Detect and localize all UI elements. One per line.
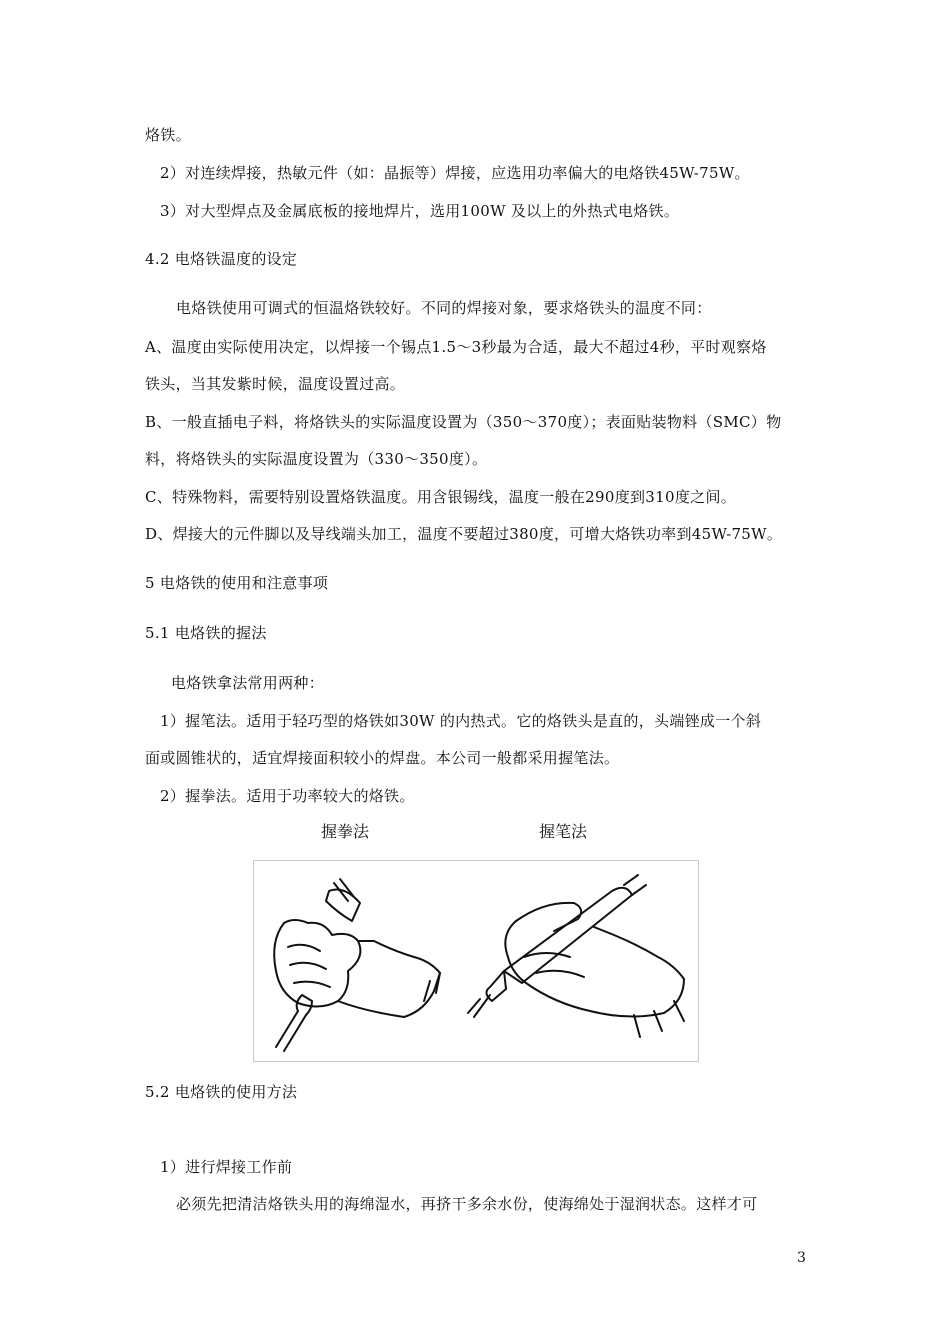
figure-caption-fist-grip: 握拳法 — [321, 822, 370, 841]
list-item: 1）握笔法。适用于轻巧型的烙铁如30W 的内热式。它的烙铁头是直的，头端锉成一个斜 — [160, 712, 762, 730]
paragraph-line: A、温度由实际使用决定，以焊接一个锡点1.5～3秒最为合适，最大不超过4秒，平时观察烙 — [145, 338, 767, 356]
list-item: 2）对连续焊接，热敏元件（如：晶振等）焊接，应选用功率偏大的电烙铁45W-75W。 — [160, 164, 750, 182]
paragraph-line: 电烙铁拿法常用两种： — [171, 674, 325, 692]
paragraph-line: 必须先把清洁烙铁头用的海绵湿水，再挤干多余水份，使海绵处于湿润状态。这样才可 — [176, 1195, 758, 1213]
paragraph-line: 料，将烙铁头的实际温度设置为（330～350度）。 — [145, 450, 488, 468]
list-item: 1）进行焊接工作前 — [160, 1158, 293, 1176]
paragraph-line: 铁头，当其发紫时候，温度设置过高。 — [145, 375, 406, 393]
pen-grip-drawing — [468, 875, 684, 1037]
figure-caption-pen-grip: 握笔法 — [539, 822, 588, 841]
section-heading: 4.2 电烙铁温度的设定 — [145, 250, 298, 268]
soldering-grip-figure — [253, 860, 699, 1062]
fist-grip-drawing — [274, 879, 440, 1051]
section-heading: 5.1 电烙铁的握法 — [145, 624, 267, 642]
page-number: 3 — [797, 1250, 806, 1266]
paragraph-line: C、特殊物料，需要特别设置烙铁温度。用含银锡线，温度一般在290度到310度之间。 — [145, 488, 737, 506]
paragraph-line: 电烙铁使用可调式的恒温烙铁较好。不同的焊接对象，要求烙铁头的温度不同： — [176, 299, 712, 317]
list-item: 3）对大型焊点及金属底板的接地焊片，选用100W 及以上的外热式电烙铁。 — [160, 202, 680, 220]
paragraph-line: 烙铁。 — [145, 126, 191, 144]
section-heading: 5 电烙铁的使用和注意事项 — [145, 574, 329, 592]
paragraph-line: 面或圆锥状的，适宜焊接面积较小的焊盘。本公司一般都采用握笔法。 — [145, 749, 620, 767]
soldering-grip-illustration — [254, 861, 698, 1061]
section-heading: 5.2 电烙铁的使用方法 — [145, 1083, 298, 1101]
paragraph-line: B、一般直插电子料，将烙铁头的实际温度设置为（350～370度）；表面贴装物料（SMC）物 — [145, 413, 782, 431]
list-item: 2）握拳法。适用于功率较大的烙铁。 — [160, 787, 415, 805]
paragraph-line: D、焊接大的元件脚以及导线端头加工，温度不要超过380度，可增大烙铁功率到45W-75W。 — [145, 525, 783, 543]
